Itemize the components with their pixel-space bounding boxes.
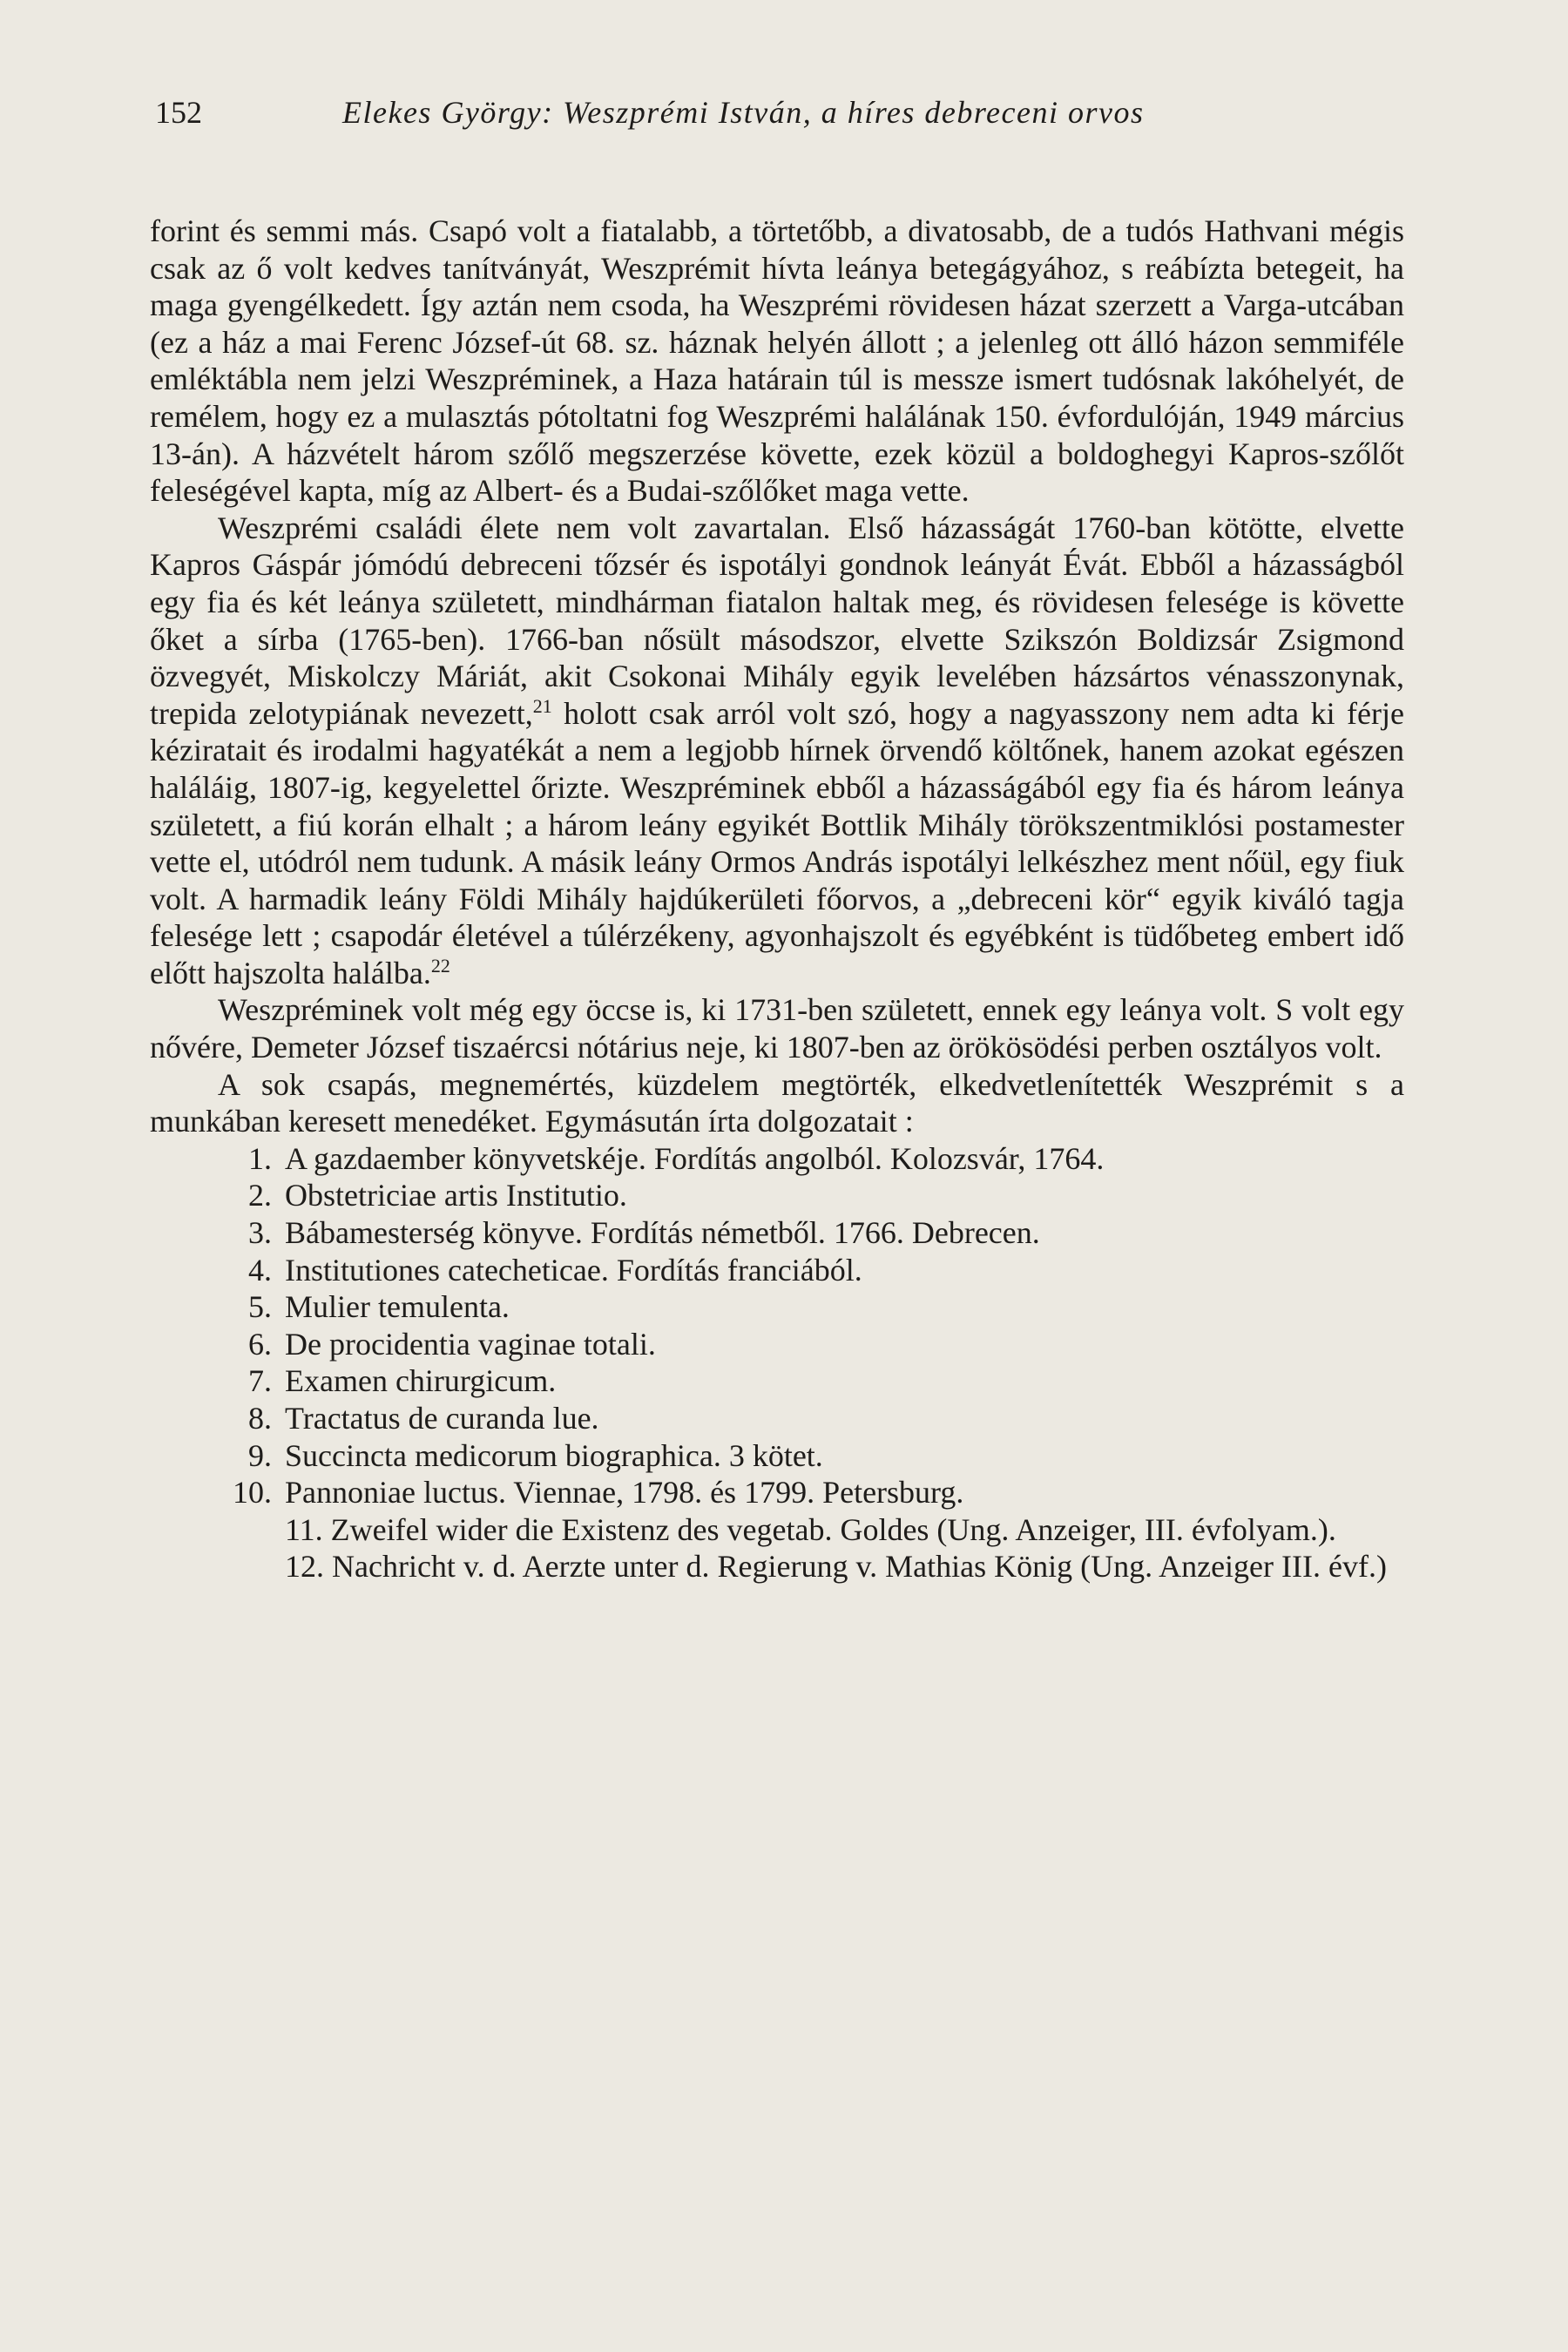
work-number: 3.	[248, 1215, 272, 1251]
work-item	[150, 1252, 1404, 1289]
work-item	[150, 1548, 1404, 1585]
paragraph-text: Weszpréminek volt még egy öccse is, ki 1731-ben született, ennek egy leánya volt. S volt egy nővére, Demeter József tiszaércsi nótárius neje, ki 1807-ben az örökösödési perben osztályos volt.	[150, 992, 1404, 1065]
work-number: 4.	[248, 1252, 272, 1288]
work-title: Nachricht v. d. Aerzte unter d. Regierung v. Mathias König (Ung. Anzeiger III. évf.)	[332, 1549, 1387, 1585]
work-title: Pannoniae luctus. Viennae, 1798. és 1799. Petersburg.	[285, 1475, 964, 1511]
footnote-ref: 22	[430, 954, 450, 977]
work-item	[150, 1177, 1404, 1214]
work-title: Mulier temulenta.	[285, 1289, 510, 1325]
work-number: 10.	[233, 1475, 272, 1511]
work-item	[150, 1326, 1404, 1363]
work-item	[150, 1474, 1404, 1511]
paragraph-text: holott csak arról volt szó, hogy a nagyasszony nem adta ki férje kéziratait és irodalmi hagyatékát a nem a legjobb hírnek örvendő költőnek, hanem azokat egészen haláláig, 1807-ig, kegyelettel őrizte. Weszpréminek ebből a házasságából egy fia és három leánya született, a fiú korán elhalt ; a három leány egyikét Bottlik Mihály törökszentmiklósi postamester vette el, utódról nem tudunk. A másik leány Ormos András ispotályi lelkészhez ment nőül, egy fiuk volt. A harmadik leány Földi Mihály hajdúkerületi főorvos, a „debreceni kör“ egyik kiváló tagja felesége lett ; csapodár életével a túlérzékeny, agyonhajszolt és egyébként is tüdőbeteg embert idő előtt hajszolta halálba.	[150, 695, 1404, 990]
work-item	[150, 1400, 1404, 1437]
page-number: 152	[155, 95, 202, 130]
running-head	[155, 94, 1409, 138]
running-title: Elekes György: Weszprémi István, a híres debreceni orvos	[342, 95, 1145, 130]
work-number: 7.	[248, 1363, 272, 1399]
paragraph-text: A sok csapás, megnemértés, küzdelem megtörték, elkedvetlenítették Weszprémit s a munkában keresett menedéket. Egymásután írta dolgozatait :	[150, 1066, 1404, 1139]
works-list	[150, 1140, 1404, 1585]
work-number: 9.	[248, 1437, 272, 1473]
work-title: A gazdaember könyvetskéje. Fordítás angolból. Kolozsvár, 1764.	[285, 1140, 1105, 1176]
work-title: Zweifel wider die Existenz des vegetab. Goldes (Ung. Anzeiger, III. évfolyam.).	[330, 1511, 1336, 1547]
work-title: Bábamesterség könyve. Fordítás németből. 1766. Debrecen.	[285, 1215, 1040, 1251]
work-item	[150, 1362, 1404, 1400]
work-number: 12.	[285, 1549, 324, 1585]
work-number: 1.	[248, 1140, 272, 1176]
paragraph-continuation	[150, 213, 1404, 510]
work-title: Examen chirurgicum.	[285, 1363, 557, 1399]
work-title: Obstetriciae artis Institutio.	[285, 1178, 627, 1213]
work-item	[150, 1437, 1404, 1475]
work-title: Institutiones catecheticae. Fordítás franciából.	[285, 1252, 862, 1288]
body-text	[150, 213, 1404, 1585]
work-number: 2.	[248, 1178, 272, 1213]
work-number: 6.	[248, 1326, 272, 1362]
footnote-ref: 21	[532, 694, 552, 717]
work-number: 5.	[248, 1289, 272, 1325]
work-item	[150, 1214, 1404, 1252]
paragraph-text: Weszprémi családi élete nem volt zavartalan. Első házasságát 1760-ban kötötte, elvette Kapros Gáspár jómódú debreceni tőzsér és ispotályi gondnok leányát Évát. Ebből a házasságból egy fia és két leánya született, mindhárman fiatalon haltak meg, és rövidesen felesége is követte őket a sírba (1765-ben). 1766-ban nősült másodszor, elvette Szikszón Boldizsár Zsigmond özvegyét, Miskolczy Máriát, akit Csokonai Mihály egyik levelében házsártos vénasszonynak, trepida zelotypiának nevezett,	[150, 510, 1404, 731]
work-title: Succincta medicorum biographica. 3 kötet.	[285, 1437, 823, 1473]
work-title: De procidentia vaginae totali.	[285, 1326, 656, 1362]
work-item	[150, 1288, 1404, 1326]
work-number: 8.	[248, 1401, 272, 1436]
work-item	[150, 1511, 1404, 1549]
paragraph-family-life	[150, 510, 1404, 992]
paragraph-text: forint és semmi más. Csapó volt a fiatalabb, a törtetőbb, a divatosabb, de a tudós Hathvani mégis csak az ő volt kedves tanítványát, Weszprémit hívta leánya betegágyához, s reábízta betegeit, ha maga gyengélkedett. Így aztán nem csoda, ha Weszprémi rövidesen házat szerzett a Varga-utcában (ez a ház a mai Ferenc József-út 68. sz. háznak helyén állott ; a jelenleg ott álló házon semmiféle emléktábla nem jelzi Weszpréminek, a Haza határain túl is messze ismert tudósnak lakóhelyét, de remélem, hogy ez a mulasztás pótoltatni fog Weszprémi halálának 150. évfordulóján, 1949 március 13-án). A házvételt három szőlő megszerzése követte, ezek közül a boldoghegyi Kapros-szőlőt feleségével kapta, míg az Albert- és a Budai-szőlőket maga vette.	[150, 213, 1404, 509]
work-item	[150, 1140, 1404, 1178]
paragraph-works-intro	[150, 1066, 1404, 1140]
paragraph-siblings	[150, 991, 1404, 1065]
work-number: 11.	[285, 1511, 323, 1547]
work-title: Tractatus de curanda lue.	[285, 1401, 599, 1436]
